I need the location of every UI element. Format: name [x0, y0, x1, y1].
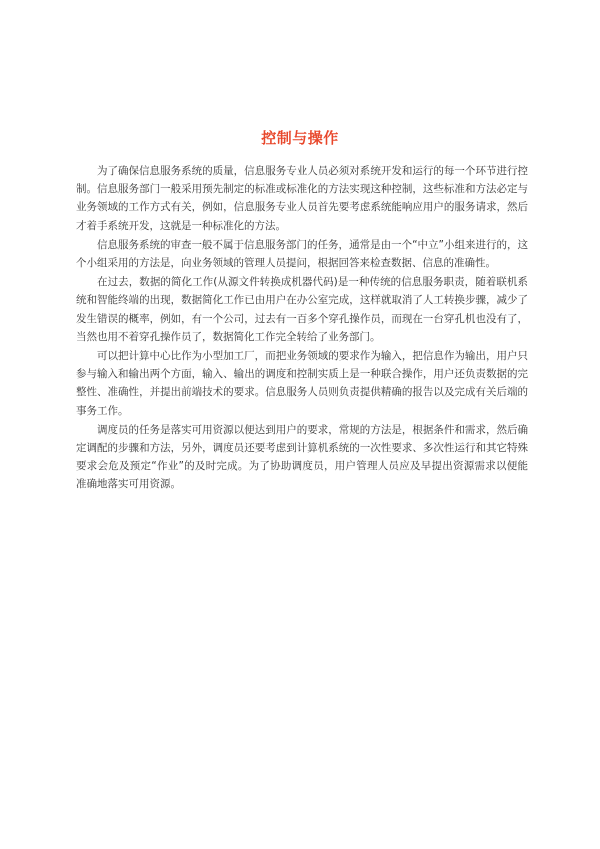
paragraph-3: 在过去，数据的简化工作(从源文件转换成机器代码)是一种传统的信息服务职责，随着联机系统和智能终端的出现，数据简化工作已由用户在办公室完成，这样就取消了人工转换步骤，减少了发生错误的概率，例如，有一个公司，过去有一百多个穿孔操作员，而现在一台穿孔机也没有了，当然也用不着穿孔操作员了，数据简化工作完全转给了业务部门。: [76, 276, 528, 343]
paragraph-5: 调度员的任务是落实可用资源以便达到用户的要求，常规的方法是，根据条件和需求，然后确 定调配的步骤和方法，另外，调度员还要考虑到计算机系统的一次性要求、多次性运行和其它特殊 要求会危及预定“作业”的及时完成。为了协助调度员，用户管理人员应及早提出资源需求以便能 准确地落实可用资源。: [76, 423, 528, 491]
document-body: [76, 162, 528, 495]
paragraph-2: 信息服务系统的审查一般不属于信息服务部门的任务，通常是由一个“中立”小组来进行的，这个小组采用的方法是，向业务领域的管理人员提问，根据回答来检查数据、信息的准确性。: [76, 238, 528, 270]
page-title: 控制与操作: [261, 129, 339, 147]
paragraph-4: 可以把计算中心比作为小型加工厂，而把业务领域的要求作为输入，把信息作为输出，用户只 参与输入和输出两个方面，输入、输出的调度和控制实质上是一种联合操作，用户还负责数据的完 整性、准确性，并提出前端技术的要求。信息服务人员则负责提供精确的报告以及完成有关后端的 事务工作。: [76, 350, 528, 417]
paragraph-1: 为了确保信息服务系统的质量，信息服务专业人员必须对系统开发和运行的每一个环节进行控 制。信息服务部门一般采用预先制定的标准或标准化的方法实现这种控制，这些标准和方法必定与 业务领域的工作方式有关，例如，信息服务专业人员首先要考虑系统能响应用户的服务请求，然后 才着手系统开发，这就是一种标准化的方法。: [76, 165, 528, 232]
